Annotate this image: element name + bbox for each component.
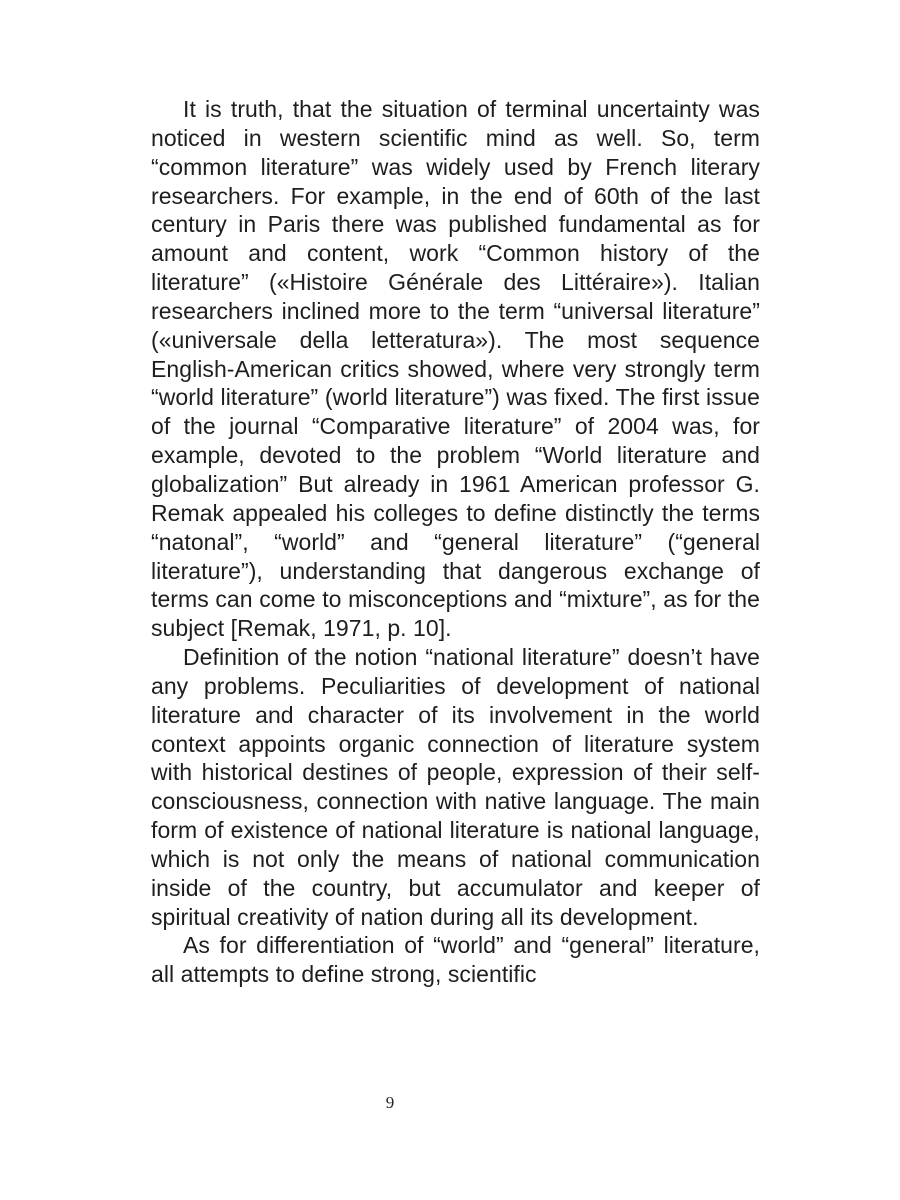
paragraph-2: Definition of the notion “national literature” doesn’t have any problems. Peculiarities of development of national literature and character of its involvement in the world context appoints organic connection of literature system with historical destines of people, expression of their self-consciousness, connection with native language. The main form of existence of national literature is national language, which is not only the means of national communication inside of the country, but accumulator and keeper of spiritual creativity of nation during all its development.	[151, 644, 760, 930]
body-text	[151, 95, 760, 989]
paragraph-1: It is truth, that the situation of terminal uncertainty was noticed in western scientific mind as well. So, term “common literature” was widely used by French literary researchers. For example, in the end of 60th of the last century in Paris there was published fundamental as for amount and content, work “Common history of the literature” («Histoire Générale des Littéraire»). Italian researchers inclined more to the term “universal literature” («universale della letteratura»). The most sequence English-American critics showed, where very strongly term “world literature” (world literature”) was fixed. The first issue of the journal “Comparative literature” of 2004 was, for example, devoted to the problem “World literature and globalization” But already in 1961 American professor G. Remak appealed his colleges to define distinctly the terms “natonal”, “world” and “general literature” (“general literature”), understanding that dangerous exchange of terms can come to misconceptions and “mixture”, as for the subject [Remak, 1971, p. 10].	[151, 96, 760, 642]
paragraph-3: As for differentiation of “world” and “general” literature, all attempts to define strong, scientific	[151, 932, 760, 988]
page-number: 9	[385, 1093, 395, 1112]
